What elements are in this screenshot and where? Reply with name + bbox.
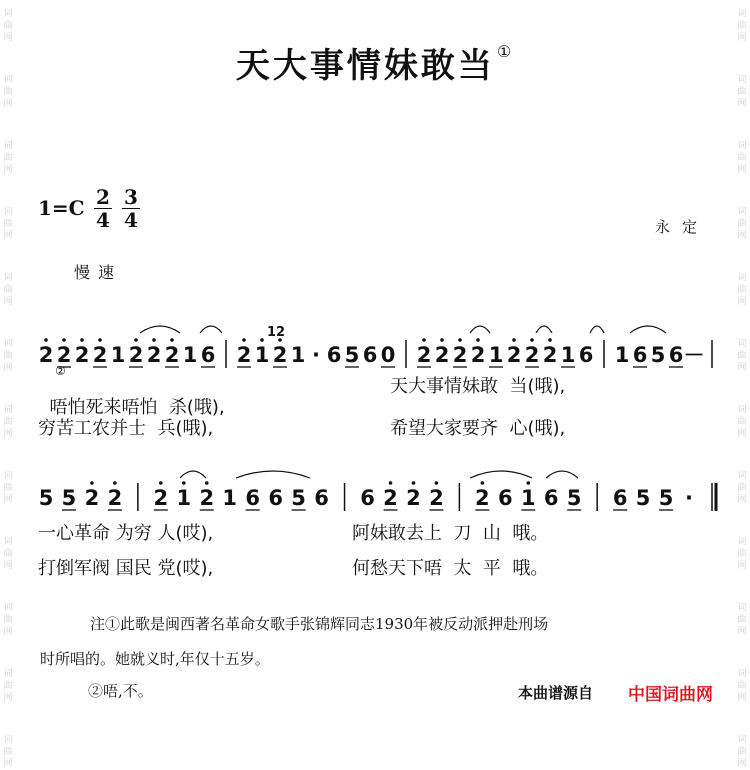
watermark-char: 网 (3, 33, 13, 43)
octave-dot (242, 338, 246, 342)
watermark-char: 网 (3, 693, 13, 703)
note: 0 (380, 343, 396, 367)
watermark-char: 词 (737, 405, 747, 415)
octave-dot (205, 481, 209, 485)
note: 6 (543, 486, 559, 510)
slur (180, 471, 206, 478)
note: 2 (429, 486, 444, 510)
note: 2 (164, 343, 180, 367)
watermark-char: 词 (737, 669, 747, 679)
note: 5 (566, 486, 582, 510)
time-sig-bottom: 4 (96, 208, 110, 232)
watermark-char: 网 (737, 363, 747, 373)
note: 2 (416, 343, 432, 367)
watermark-char: 曲 (737, 219, 747, 229)
lyrics-row2-verse2: 打倒军阀 国民 党(哎), (38, 558, 214, 579)
dash-mark: － (683, 343, 705, 367)
octave-dot (412, 481, 416, 485)
note: 2 (56, 343, 72, 367)
watermark-char: 词 (3, 207, 13, 217)
slur (630, 326, 666, 333)
watermark-char: 词 (737, 273, 747, 283)
lyrics-row1-verse2-b: 希望大家要齐 心(哦), (390, 418, 566, 439)
note: 1 (176, 486, 192, 510)
note: 1 (614, 343, 630, 367)
time-sig-top: 3 (124, 185, 138, 209)
note: 2 (74, 343, 90, 367)
note: 6 (668, 343, 684, 367)
note: 2 (199, 486, 215, 510)
watermark-mark (737, 734, 746, 770)
note: 2 (38, 343, 54, 367)
note: 2 (84, 486, 100, 510)
octave-dot (530, 338, 534, 342)
octave-dot (458, 338, 462, 342)
watermark-mark (3, 734, 12, 770)
note: 2 (146, 343, 162, 367)
watermark-char: 网 (737, 693, 747, 703)
watermark-char: 曲 (3, 285, 13, 295)
note: 6 (326, 343, 342, 367)
watermark-char: 网 (3, 363, 13, 373)
note: 2 (272, 343, 288, 367)
slur (140, 326, 180, 333)
song-title-text: 天大事情妹敢当 (235, 46, 495, 86)
watermark-char: 曲 (3, 681, 13, 691)
note: 6 (314, 486, 329, 510)
note: 6 (632, 343, 648, 367)
note: 2 (452, 343, 468, 367)
octave-dot (476, 338, 480, 342)
note: 1 (254, 343, 270, 367)
octave-dot (159, 481, 163, 485)
note: 1 (110, 343, 126, 367)
watermark-char: 网 (3, 297, 13, 307)
octave-dot (182, 481, 186, 485)
watermark-char: 曲 (737, 21, 747, 31)
watermark-char: 曲 (737, 417, 747, 427)
octave-dot (90, 481, 94, 485)
watermark-char: 网 (737, 165, 747, 175)
key-signature: 1=C (38, 196, 85, 220)
note: 2 (406, 486, 421, 510)
watermark-char: 网 (737, 33, 747, 43)
watermark-char: 词 (3, 603, 13, 613)
lyrics-row1-verse1-b: 天大事情妹敢 当(哦), (390, 376, 566, 397)
note: 2 (383, 486, 398, 510)
watermark-char: 曲 (3, 153, 13, 163)
note: 1 (222, 486, 238, 510)
watermark-char: 词 (737, 471, 747, 481)
note: 6 (360, 486, 375, 510)
watermark-char: 网 (737, 759, 747, 769)
grace-notes: 12 (266, 325, 286, 340)
lyrics-row2-verse2-b: 何愁天下唔 太 平 哦。 (352, 558, 549, 579)
watermark-char: 曲 (3, 549, 13, 559)
lyric-footnote-marker: ② (55, 364, 66, 378)
watermark-char: 词 (3, 537, 13, 547)
note: 2 (236, 343, 252, 367)
note: 5 (658, 486, 674, 510)
slur (200, 326, 222, 333)
lyrics-row1-verse1 (38, 372, 225, 419)
watermark-char: 词 (3, 141, 13, 151)
note: 1 (488, 343, 504, 367)
tempo-marking: 慢速 (74, 263, 123, 282)
watermark-char: 网 (3, 99, 13, 109)
watermark-char: 曲 (3, 87, 13, 97)
octave-dot (389, 481, 393, 485)
note: 2 (524, 343, 540, 367)
watermark-char: 词 (3, 273, 13, 283)
note: 6 (578, 343, 594, 367)
watermark-char: 词 (737, 75, 747, 85)
watermark-char: 网 (3, 561, 13, 571)
octave-dot (260, 338, 264, 342)
watermark-char: 曲 (3, 351, 13, 361)
octave-dot (44, 338, 48, 342)
dot-mark: · (312, 343, 320, 367)
watermark-char: 网 (737, 297, 747, 307)
watermark-char: 网 (3, 495, 13, 505)
octave-dot (62, 338, 66, 342)
note: 2 (542, 343, 558, 367)
footnote-2: ②唔,不。 (88, 682, 153, 700)
octave-dot (170, 338, 174, 342)
note: 6 (268, 486, 283, 510)
note: 2 (506, 343, 522, 367)
note: 6 (200, 343, 216, 367)
watermark-char: 曲 (3, 747, 13, 757)
lyrics-row1-verse2: 穷苦工农并士 兵(哦), (38, 418, 214, 439)
slur (470, 471, 532, 478)
lyrics-row2-verse1-b: 阿妹敢去上 刀 山 哦。 (352, 523, 549, 544)
watermark-char: 曲 (737, 615, 747, 625)
watermark-char: 词 (737, 603, 747, 613)
slur (590, 326, 604, 333)
note: 2 (128, 343, 144, 367)
watermark-char: 网 (737, 231, 747, 241)
watermark-char: 词 (3, 9, 13, 19)
watermark-char: 曲 (3, 615, 13, 625)
watermark-char: 曲 (3, 483, 13, 493)
watermark-char: 词 (737, 735, 747, 745)
composer-label: 永定 (655, 218, 710, 236)
note: 2 (475, 486, 490, 510)
watermark-char: 网 (3, 759, 13, 769)
note: 5 (650, 343, 666, 367)
watermark-char: 曲 (737, 153, 747, 163)
watermark-char: 词 (3, 75, 13, 85)
note: 1 (520, 486, 536, 510)
source-site-link[interactable]: 中国词曲网 (628, 685, 713, 705)
octave-dot (548, 338, 552, 342)
octave-dot (526, 481, 530, 485)
watermark-char: 曲 (737, 483, 747, 493)
octave-dot (440, 338, 444, 342)
watermark-char: 曲 (737, 681, 747, 691)
octave-dot (152, 338, 156, 342)
octave-dot (512, 338, 516, 342)
watermark-char: 网 (3, 231, 13, 241)
watermark-char: 网 (737, 627, 747, 637)
watermark-char: 词 (3, 735, 13, 745)
watermark-char: 网 (3, 165, 13, 175)
note: 2 (153, 486, 169, 510)
slur (236, 471, 310, 478)
octave-dot (481, 481, 485, 485)
slur (536, 326, 552, 333)
watermark-char: 网 (737, 429, 747, 439)
note: 1 (560, 343, 576, 367)
note: 2 (434, 343, 450, 367)
watermark-char: 曲 (737, 549, 747, 559)
watermark-char: 曲 (737, 87, 747, 97)
note: 2 (92, 343, 108, 367)
watermark-char: 曲 (737, 747, 747, 757)
note: 5 (61, 486, 77, 510)
watermark-char: 词 (737, 9, 747, 19)
note: 5 (38, 486, 54, 510)
octave-dot (435, 481, 439, 485)
octave-dot (134, 338, 138, 342)
watermark-char: 网 (3, 627, 13, 637)
time-sig-bottom: 4 (124, 208, 138, 232)
note: 2 (470, 343, 486, 367)
slur (546, 471, 578, 478)
note: 6 (497, 486, 513, 510)
watermark-char: 曲 (737, 285, 747, 295)
watermark-char: 曲 (3, 417, 13, 427)
lyric-line: 唔怕死来唔怕 杀(哦), (49, 397, 225, 418)
watermark-char: 词 (3, 471, 13, 481)
title-footnote-marker: ① (496, 42, 515, 61)
note: 5 (291, 486, 306, 510)
note: 2 (107, 486, 123, 510)
note: 5 (635, 486, 651, 510)
footnote-1-line1: 注①此歌是闽西著名革命女歌手张锦辉同志1930年被反动派押赴刑场 (90, 615, 549, 633)
watermark-char: 词 (3, 339, 13, 349)
time-sig-top: 2 (96, 185, 110, 209)
note: 5 (344, 343, 360, 367)
watermark-char: 网 (3, 429, 13, 439)
note: 6 (362, 343, 378, 367)
lyrics-row2-verse1: 一心革命 为穷 人(哎), (38, 523, 214, 544)
watermark-char: 网 (737, 561, 747, 571)
watermark-char: 网 (737, 99, 747, 109)
slur (470, 326, 490, 333)
note: 1 (290, 343, 306, 367)
source-label: 本曲谱源自 (518, 684, 594, 702)
note: 6 (245, 486, 261, 510)
watermark-char: 词 (3, 405, 13, 415)
dot-mark: · (685, 486, 694, 510)
watermark-char: 词 (737, 207, 747, 217)
note: 1 (182, 343, 198, 367)
watermark-char: 词 (737, 537, 747, 547)
octave-dot (98, 338, 102, 342)
watermark-char: 曲 (3, 219, 13, 229)
watermark-char: 网 (737, 495, 747, 505)
watermark-char: 曲 (3, 21, 13, 31)
note: 6 (612, 486, 628, 510)
watermark-char: 词 (3, 669, 13, 679)
footnote-1-line2: 时所唱的。她就义时,年仅十五岁。 (40, 650, 270, 668)
watermark-char: 曲 (737, 351, 747, 361)
octave-dot (422, 338, 426, 342)
octave-dot (113, 481, 117, 485)
watermark-char: 词 (737, 339, 747, 349)
watermark-char: 词 (737, 141, 747, 151)
octave-dot (80, 338, 84, 342)
